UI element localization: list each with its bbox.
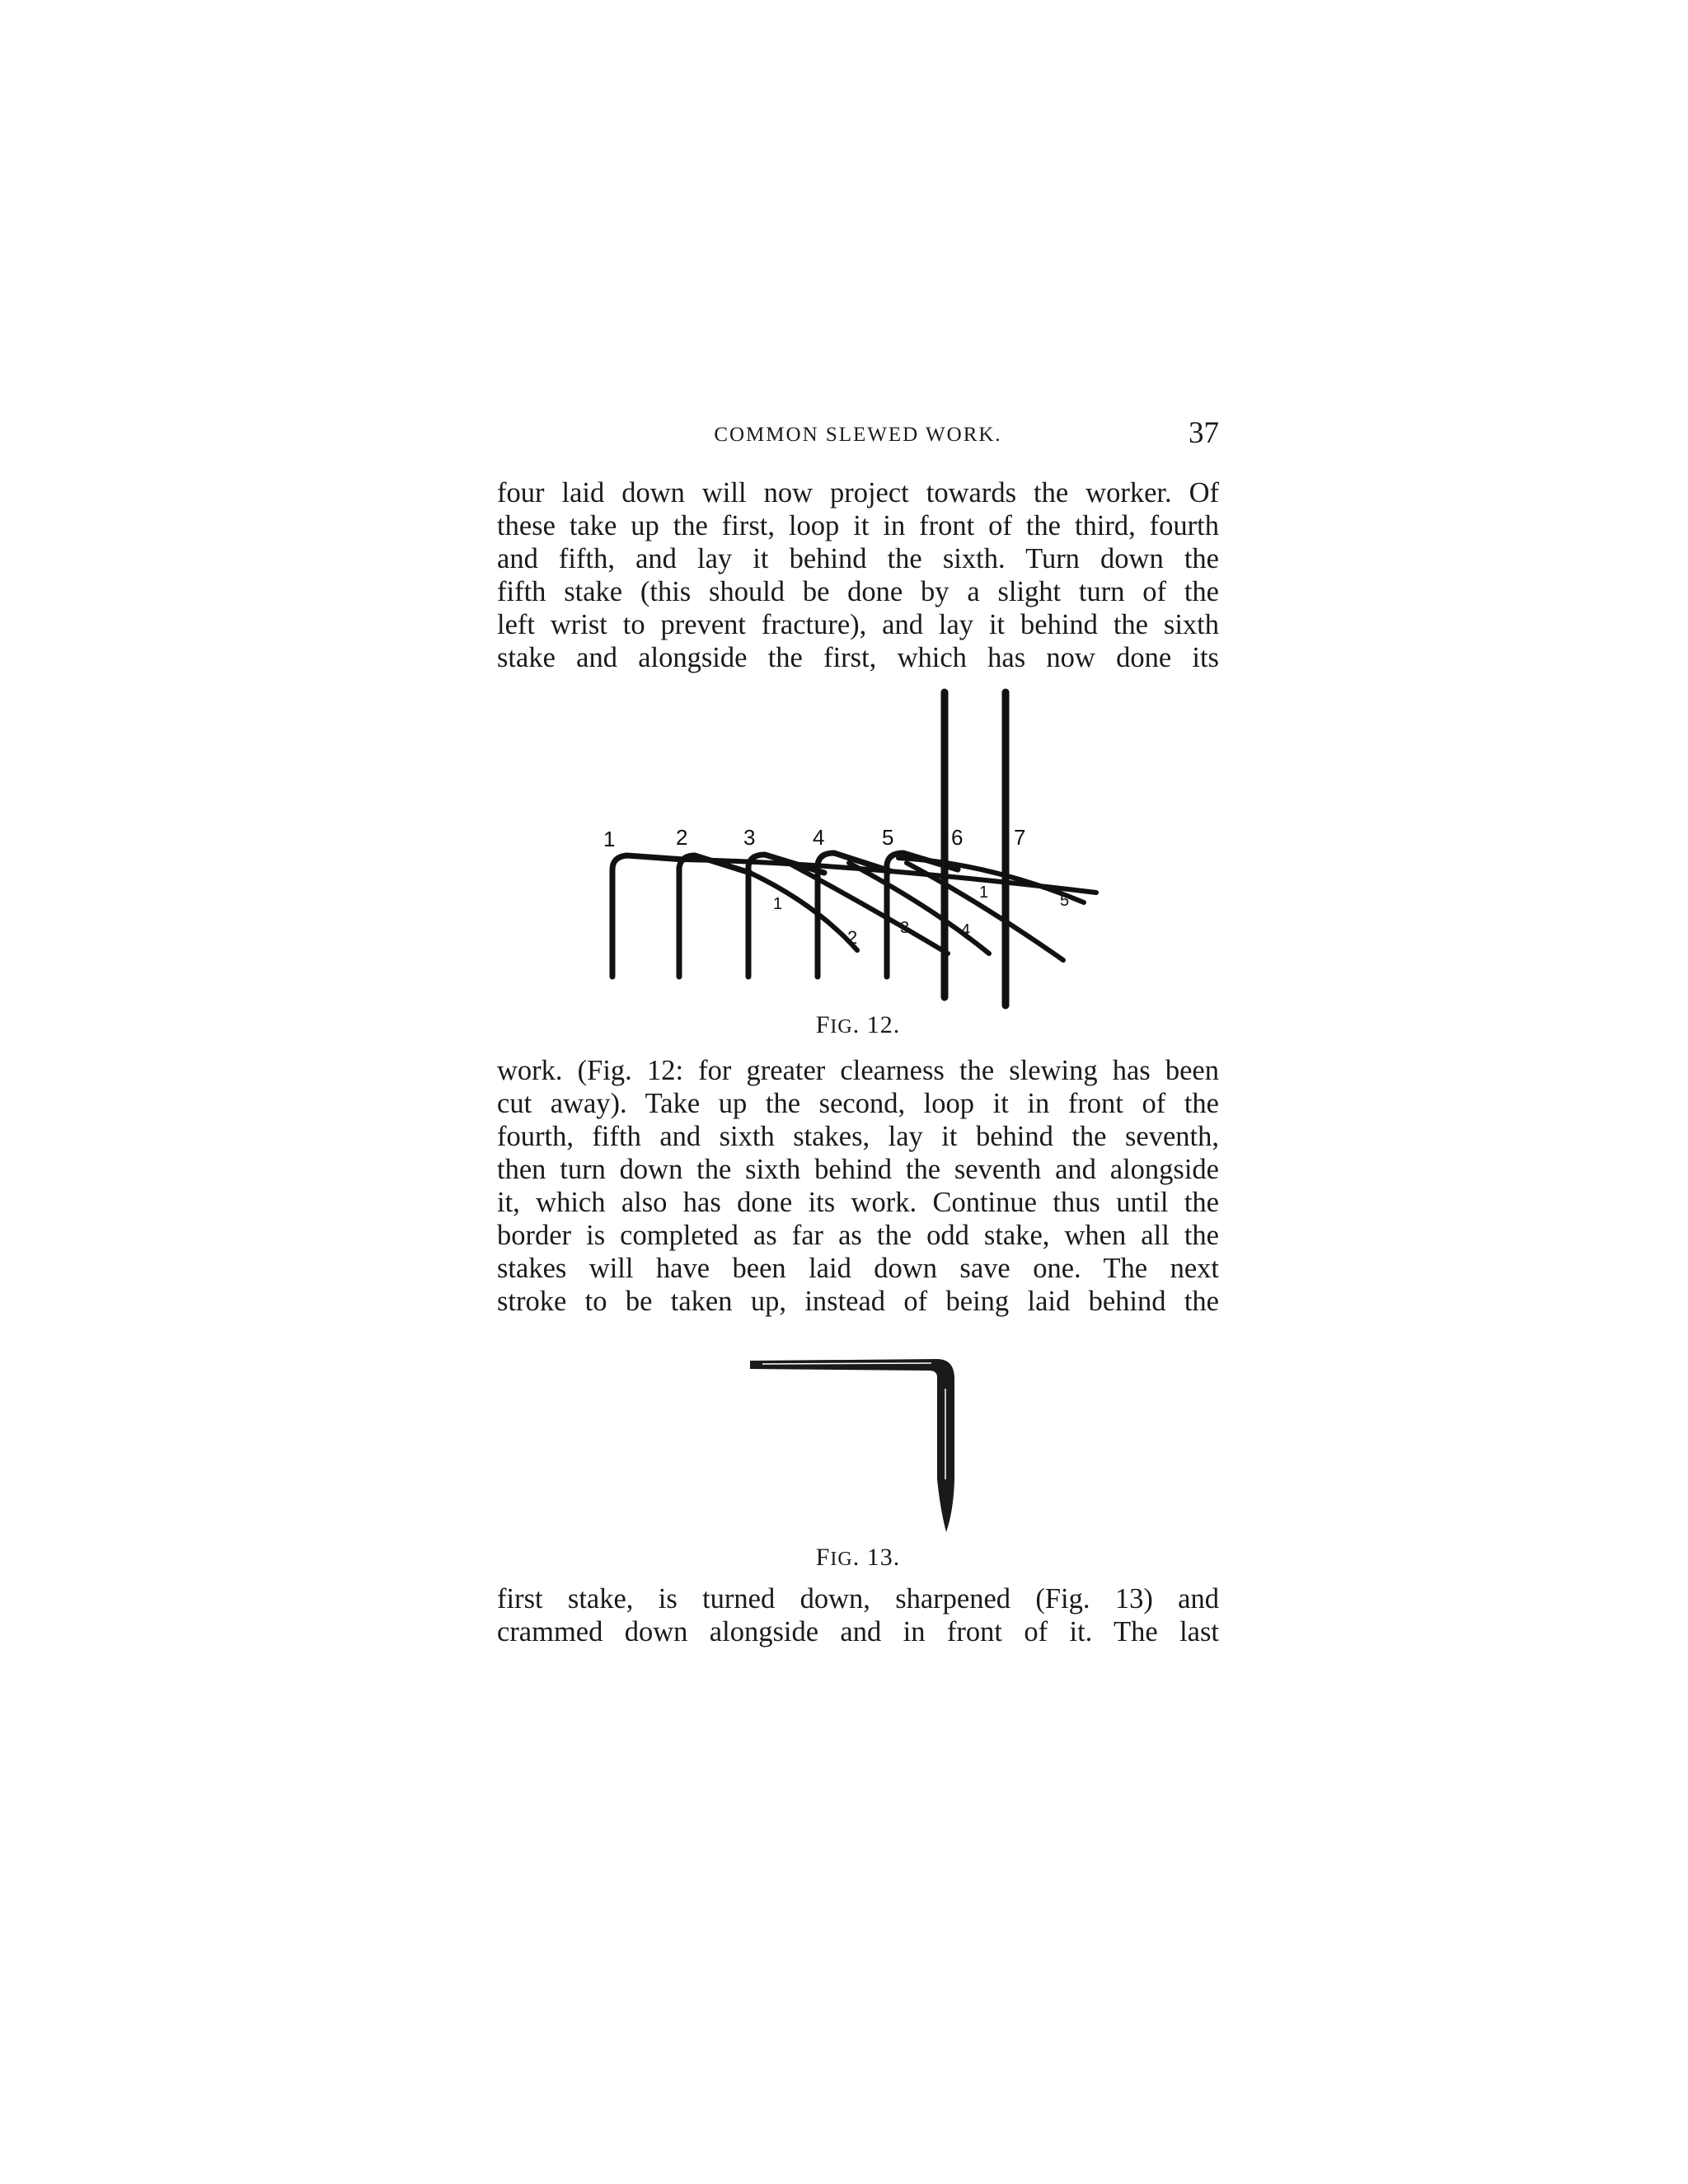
text-line: fourth, fifth and sixth stakes, lay it behind the seventh, [497, 1121, 1219, 1152]
rod-label: 3 [900, 919, 910, 937]
text-line: crammed down alongside and in front of it. The last [497, 1616, 1219, 1647]
paragraph-1 [497, 476, 1219, 674]
text-line: these take up the first, loop it in front of the third, fourth [497, 510, 1219, 541]
figure-12-caption [497, 1011, 1219, 1039]
text-line: work. (Fig. 12: for greater clearness the slewing has been [497, 1055, 1219, 1086]
caption-prefix: F [815, 1011, 831, 1038]
caption-smallcaps: IG [830, 1016, 853, 1038]
paragraph-2 [497, 1054, 1219, 1318]
page-number: 37 [1189, 416, 1219, 450]
upright-stakes [612, 692, 1006, 1005]
text-line: stakes will have been laid down save one. The next [497, 1253, 1219, 1284]
text-line: cut away). Take up the second, loop it in front of the [497, 1088, 1219, 1119]
figure-13-illustration [746, 1356, 968, 1541]
text-line: stake and alongside the first, which has now done its [497, 642, 1219, 673]
running-head: COMMON SLEWED WORK. [714, 424, 1002, 446]
text-line: stroke to be taken up, instead of being laid behind the [497, 1286, 1219, 1317]
rod-label: 1 [773, 895, 783, 913]
laid-rod-2 [750, 873, 857, 950]
stake-numbers [603, 825, 1025, 851]
paragraph-3 [497, 1582, 1219, 1648]
stake-number: 4 [813, 825, 825, 850]
stake-highlight [762, 1363, 931, 1364]
stake-number: 1 [603, 827, 616, 851]
stake-number: 2 [676, 825, 688, 850]
text-line: border is completed as far as the odd stake, when all the [497, 1220, 1219, 1251]
rod-label: 5 [1060, 892, 1070, 910]
stake-2 [679, 855, 750, 977]
caption-suffix: . 12. [852, 1011, 901, 1038]
stake-3 [748, 855, 824, 977]
caption-smallcaps: IG [830, 1549, 853, 1570]
stake-number: 6 [951, 825, 964, 850]
stake-number: 7 [1014, 825, 1026, 850]
rod-label: 4 [961, 921, 971, 940]
figure-13-caption [497, 1544, 1219, 1572]
figure-12-illustration [602, 688, 1113, 1014]
rod-label: 1 [979, 883, 989, 902]
text-line: it, which also has done its work. Continue thus until the [497, 1187, 1219, 1218]
caption-suffix: . 13. [852, 1544, 901, 1571]
page-header [497, 416, 1219, 460]
stake-number: 5 [882, 825, 894, 850]
text-line: four laid down will now project towards the worker. Of [497, 477, 1219, 509]
sharpened-stake [750, 1359, 954, 1532]
text-line: first stake, is turned down, sharpened (Fig. 13) and [497, 1583, 1219, 1615]
text-line: and fifth, and lay it behind the sixth. Turn down the [497, 543, 1219, 574]
caption-prefix: F [815, 1544, 831, 1571]
text-line: left wrist to prevent fracture), and lay it behind the sixth [497, 609, 1219, 640]
text-line: fifth stake (this should be done by a slight turn of the [497, 576, 1219, 607]
stake-number: 3 [743, 825, 756, 850]
stake-1 [612, 855, 684, 977]
text-line: then turn down the sixth behind the seventh and alongside [497, 1154, 1219, 1185]
rod-label: 2 [847, 927, 858, 948]
